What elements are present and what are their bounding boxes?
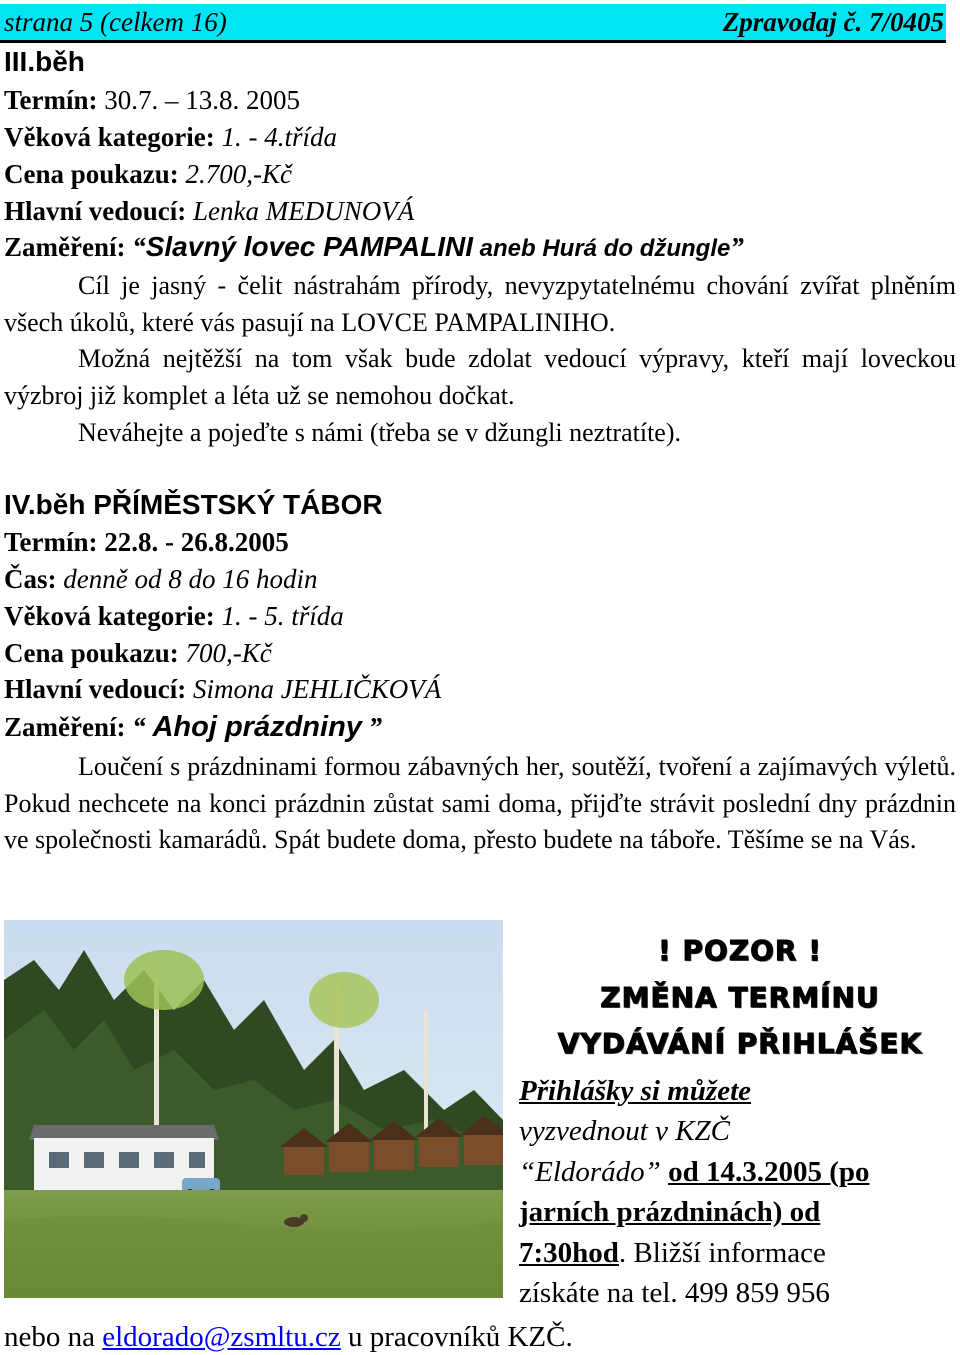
run3-term-label: Termín:: [4, 85, 98, 115]
run3-focus-quote-open: “: [132, 232, 146, 262]
run3-focus-main: Slavný lovec PAMPALINI: [145, 231, 473, 262]
notice-date: od 14.3.2005 (po: [668, 1156, 870, 1188]
run3-paragraph-3-text: Neváhejte a pojeďte s námi (třeba se v džungli neztratíte).: [78, 418, 682, 447]
run3-leader-label: Hlavní vedoucí:: [4, 196, 187, 226]
run3-focus-sub: aneb Hurá do džungle: [473, 235, 731, 262]
run4-price: [4, 637, 272, 669]
run3-focus-quote-close: ”: [730, 232, 744, 262]
run4-focus: [4, 711, 382, 743]
notice-line-3: [519, 1152, 870, 1193]
notice-line-1-text: Přihlášky si můžete: [519, 1075, 752, 1107]
camp-photo: [4, 920, 503, 1298]
run3-age: [4, 121, 337, 153]
notice-phone: získáte na tel. 499 859 956: [519, 1277, 830, 1309]
run3-age-value: 1. - 4.třída: [221, 122, 337, 152]
notice-line-1: [519, 1071, 751, 1112]
run4-focus-label: Zaměření:: [4, 712, 126, 742]
notice-line-2-text: vyzvednout v KZČ: [519, 1115, 731, 1147]
run3-price-value: 2.700,-Kč: [185, 159, 293, 189]
notice-line-4-text: jarních prázdninách) od: [519, 1196, 821, 1228]
notice-time: 7:30hod: [519, 1237, 619, 1269]
notice-line-6: [519, 1273, 830, 1314]
run4-term-value: 22.8. - 26.8.2005: [104, 527, 289, 557]
notice-line-5: [519, 1233, 826, 1274]
run4-focus-quote-open: “: [132, 712, 146, 742]
email-link[interactable]: eldorado@zsmltu.cz: [102, 1321, 341, 1353]
run3-term: [4, 84, 300, 116]
run3-paragraph-3: [4, 415, 956, 451]
run3-focus-label: Zaměření:: [4, 232, 126, 262]
notice-heading-2: VYDÁVÁNÍ PŘIHLÁŠEK: [557, 1027, 923, 1060]
run4-term: [4, 526, 289, 558]
run3-term-value: 30.7. – 13.8. 2005: [104, 85, 300, 115]
run3-paragraph-1-text: Cíl je jasný - čelit nástrahám přírody, nevyzpytatelnému chování zvířat plněním všech úkolů, které vás pasují na LOVCE PAMPALINIHO.: [4, 271, 956, 337]
run3-price: [4, 158, 292, 190]
final-line: [4, 1320, 573, 1354]
newsletter-issue: Zpravodaj č. 7/0405: [722, 7, 944, 37]
run4-time: [4, 563, 317, 595]
final-text-b: u pracovníků KZČ.: [340, 1321, 573, 1353]
run4-term-label: Termín:: [4, 527, 98, 557]
run4-price-label: Cena poukazu:: [4, 638, 179, 668]
notice-line-4: [519, 1192, 820, 1233]
run4-title: IV.běh PŘÍMĚSTSKÝ TÁBOR: [4, 489, 383, 520]
run4-paragraph-1-text: Loučení s prázdninami formou zábavných her, soutěží, tvoření a zajímavých výletů. Pokud nechcete na konci prázdnin zůstat sami doma, přijďte strávit poslední dny prázdnin ve společnosti kamarádů. Spát budete doma, přesto budete na táboře. Těšíme se na Vás.: [4, 752, 956, 854]
run4-time-label: Čas:: [4, 564, 57, 594]
run3-title: III.běh: [4, 46, 85, 77]
run4-focus-main: Ahoj prázdniny: [152, 711, 362, 743]
run3-paragraph-1: [4, 268, 956, 341]
run3-leader: [4, 195, 414, 227]
run3-paragraph-2: [4, 341, 956, 414]
page-header: [0, 4, 946, 43]
run4-leader: [4, 673, 441, 705]
run3-paragraph-2-text: Možná nejtěžší na tom však bude zdolat vedoucí výpravy, kteří mají loveckou výzbroj již komplet a léta už se nemohou dočkat.: [4, 344, 956, 410]
run4-age: [4, 600, 344, 632]
run4-price-value: 700,-Kč: [185, 638, 272, 668]
run4-time-value: denně od 8 do 16 hodin: [63, 564, 318, 594]
run4-age-value: 1. - 5. třída: [221, 601, 344, 631]
run3-price-label: Cena poukazu:: [4, 159, 179, 189]
run3-age-label: Věková kategorie:: [4, 122, 215, 152]
notice-pozor: ! POZOR !: [657, 934, 823, 967]
notice-line-2: [519, 1111, 730, 1152]
run4-leader-label: Hlavní vedoucí:: [4, 674, 187, 704]
notice-info: . Bližší informace: [618, 1237, 826, 1269]
run3-focus: [4, 231, 744, 265]
final-text-a: nebo na: [4, 1321, 103, 1353]
run4-age-label: Věková kategorie:: [4, 601, 215, 631]
run4-paragraph-1: [4, 749, 956, 859]
notice-eldorado: “Eldorádo”: [519, 1156, 661, 1188]
notice-heading-1: ZMĚNA TERMÍNU: [600, 981, 880, 1014]
run4-focus-quote-close: ”: [368, 712, 383, 742]
page-number: strana 5 (celkem 16): [4, 7, 227, 37]
run4-leader-value: Simona JEHLIČKOVÁ: [193, 674, 442, 704]
run3-leader-value: Lenka MEDUNOVÁ: [193, 196, 415, 226]
